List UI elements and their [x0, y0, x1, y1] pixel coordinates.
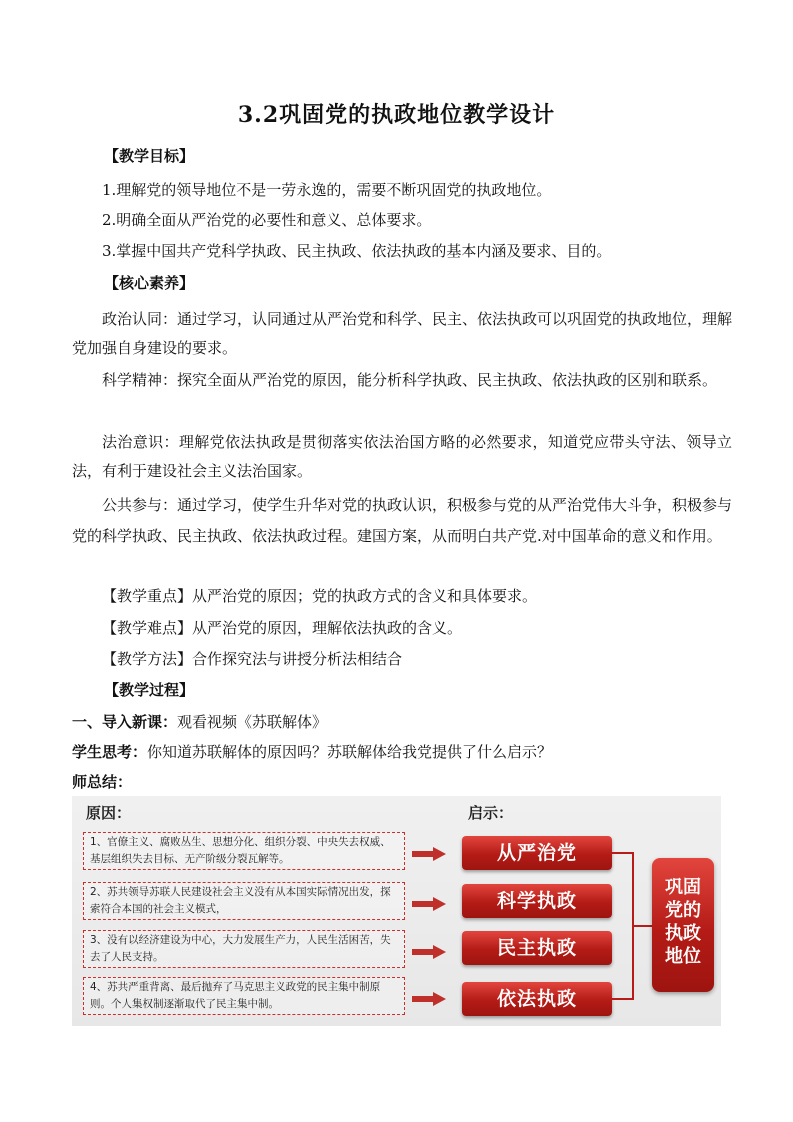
- result-box: [652, 858, 714, 992]
- arrow-right-icon: [412, 992, 446, 1006]
- goal-item-2: 2.明确全面从严治党的必要性和意义、总体要求。: [102, 211, 432, 229]
- arrow-right-icon: [412, 897, 446, 911]
- cause-item-1: 1、官僚主义、腐败丛生、思想分化、组织分裂、中央失去权威、基层组织失去目标、无产阶级分裂瓦解等。: [83, 832, 405, 870]
- page-title: 3.2巩固党的执政地位教学设计: [237, 102, 556, 128]
- difficulty-label: 【教学难点】: [102, 619, 193, 637]
- literacy-science: 科学精神：探究全面从严治党的原因，能分析科学执政、民主执政、依法执政的区别和联系。: [102, 371, 718, 389]
- think-row: [72, 742, 732, 762]
- method-text: 合作探究法与讲授分析法相结合: [192, 650, 403, 668]
- arrow-right-icon: [412, 945, 446, 959]
- cause-item-2: 2、苏共领导苏联人民建设社会主义没有从本国实际情况出发，探索符合本国的社会主义模式，: [83, 882, 405, 920]
- method-label: 【教学方法】: [102, 650, 193, 668]
- intro-row: [72, 712, 732, 732]
- literacy-public: 公共参与：通过学习，使学生升华对党的执政认识，积极参与党的从严治党伟大斗争，积极参与党的科学执政、民主执政、依法执政过程。建国方案，从而明白共产党.对中国革命的意义和作用。: [72, 496, 733, 545]
- causes-label: 原因：: [86, 804, 132, 822]
- literacy-political: 政治认同：通过学习，认同通过从严治党和科学、民主、依法执政可以巩固党的执政地位，理解党加强自身建设的要求。: [72, 310, 733, 357]
- summary-diagram: [72, 796, 721, 1026]
- summary-label: 师总结：: [72, 773, 133, 791]
- connector-line: [634, 925, 652, 927]
- result-text-line: 党的: [665, 900, 701, 921]
- think-text: 你知道苏联解体的原因吗？苏联解体给我党提供了什么启示？: [147, 743, 553, 761]
- insight-strict-governance: 从严治党: [462, 836, 612, 870]
- result-text-line: 巩固: [665, 877, 701, 898]
- insight-lawful-governance: 依法执政: [462, 982, 612, 1016]
- intro-label: 一、导入新课：: [72, 713, 178, 731]
- literacy-law: 法治意识：理解党依法执政是贯彻落实依法治国方略的必然要求，知道党应带头守法、领导立法，有利于建设社会主义法治国家。: [72, 433, 732, 480]
- process-heading: 【教学过程】: [104, 681, 195, 699]
- method-row: [102, 649, 762, 669]
- key-point-text: 从严治党的原因；党的执政方式的含义和具体要求。: [192, 587, 538, 605]
- difficulty-row: [102, 618, 762, 638]
- insight-scientific-governance: 科学执政: [462, 884, 612, 918]
- arrow-right-icon: [412, 847, 446, 861]
- literacy-heading: 【核心素养】: [104, 274, 195, 292]
- insights-label: 启示：: [468, 804, 514, 822]
- result-text-line: 执政: [665, 923, 701, 944]
- intro-text: 观看视频《苏联解体》: [177, 713, 328, 731]
- key-point-row: [102, 586, 762, 606]
- connector-line: [612, 852, 634, 854]
- goals-heading: 【教学目标】: [104, 147, 195, 165]
- goal-item-1: 1.理解党的领导地位不是一劳永逸的，需要不断巩固党的执政地位。: [102, 181, 552, 199]
- key-point-label: 【教学重点】: [102, 587, 193, 605]
- insight-democratic-governance: 民主执政: [462, 931, 612, 965]
- connector-line: [612, 998, 634, 1000]
- cause-item-4: 4、苏共严重背离、最后抛弃了马克思主义政党的民主集中制原则。个人集权制逐渐取代了民主集中制。: [83, 977, 405, 1015]
- result-text-line: 地位: [665, 946, 701, 967]
- think-label: 学生思考：: [72, 743, 148, 761]
- cause-item-3: 3、没有以经济建设为中心，大力发展生产力，人民生活困苦，失去了人民支持。: [83, 930, 405, 968]
- goal-item-3: 3.掌握中国共产党科学执政、民主执政、依法执政的基本内涵及要求、目的。: [102, 242, 612, 260]
- difficulty-text: 从严治党的原因，理解依法执政的含义。: [192, 619, 463, 637]
- result-text: [652, 876, 714, 968]
